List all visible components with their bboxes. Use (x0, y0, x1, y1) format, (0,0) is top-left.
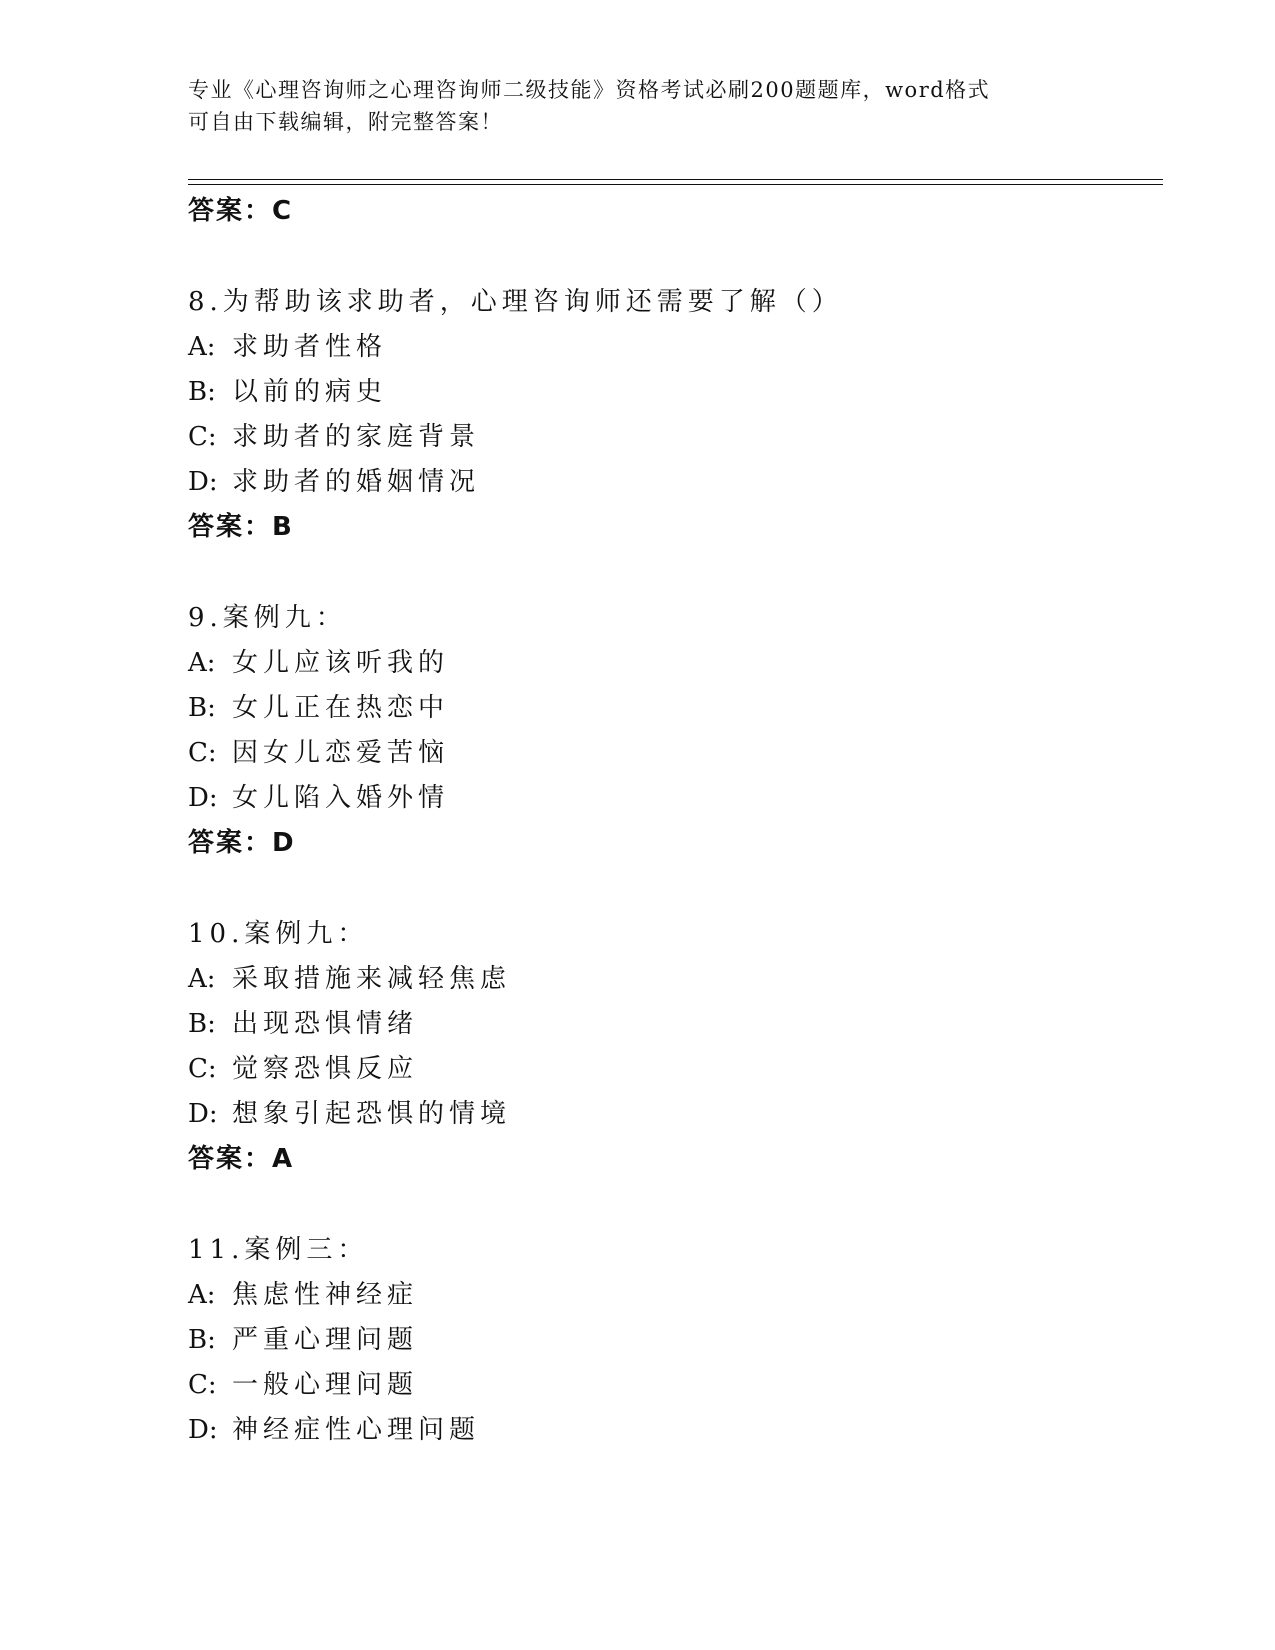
option-letter: C: (188, 1370, 217, 1400)
question-11-option-d (188, 1414, 480, 1446)
question-9-option-c (188, 737, 449, 769)
option-text: 觉察恐惧反应 (232, 1054, 419, 1084)
option-text: 神经症性心理问题 (232, 1415, 481, 1445)
question-9-option-d (188, 782, 449, 814)
question-11-option-b (188, 1324, 418, 1356)
option-text: 女儿正在热恋中 (232, 693, 450, 723)
option-text: 出现恐惧情绪 (232, 1009, 419, 1039)
option-text: 求助者的婚姻情况 (232, 467, 481, 497)
question-9-option-b (188, 692, 449, 724)
question-8-stem: 8.为帮助该求助者，心理咨询师还需要了解（） (188, 287, 843, 317)
header-line-1: 专业《心理咨询师之心理咨询师二级技能》资格考试必刷200题题库，word格式 (188, 78, 991, 102)
option-letter: B: (188, 377, 216, 407)
option-letter: B: (188, 1009, 216, 1039)
question-10-option-b (188, 1008, 418, 1040)
question-10-answer: 答案：A (188, 1144, 295, 1174)
header-rule-bottom (188, 184, 1163, 185)
question-9-option-a (188, 647, 449, 679)
header-rule-top (188, 179, 1163, 180)
option-letter: D: (188, 467, 218, 497)
option-text: 严重心理问题 (232, 1325, 419, 1355)
option-text: 女儿陷入婚外情 (232, 783, 450, 813)
option-text: 求助者性格 (232, 332, 388, 362)
option-text: 想象引起恐惧的情境 (232, 1099, 512, 1129)
option-letter: C: (188, 422, 217, 452)
question-11-option-a (188, 1279, 418, 1311)
question-11-stem: 11.案例三： (188, 1235, 369, 1265)
option-letter: D: (188, 1099, 218, 1129)
header-line-2: 可自由下载编辑，附完整答案！ (188, 110, 503, 134)
option-letter: C: (188, 738, 217, 768)
option-text: 一般心理问题 (232, 1370, 419, 1400)
question-8-option-c (188, 421, 480, 453)
option-text: 求助者的家庭背景 (232, 422, 481, 452)
option-letter: D: (188, 1415, 218, 1445)
option-text: 采取措施来减轻焦虑 (232, 964, 512, 994)
question-10-option-c (188, 1053, 418, 1085)
previous-answer: 答案：C (188, 196, 294, 226)
option-letter: A: (188, 1280, 216, 1310)
option-letter: D: (188, 783, 218, 813)
option-text: 以前的病史 (232, 377, 388, 407)
option-text: 女儿应该听我的 (232, 648, 450, 678)
question-8-answer: 答案：B (188, 512, 294, 542)
option-text: 因女儿恋爱苦恼 (232, 738, 450, 768)
question-10-stem: 10.案例九： (188, 919, 369, 949)
question-8-option-a (188, 331, 387, 363)
question-9-answer: 答案：D (188, 828, 296, 858)
question-10-option-a (188, 963, 511, 995)
question-9-stem: 9.案例九： (188, 603, 347, 633)
option-text: 焦虑性神经症 (232, 1280, 419, 1310)
document-header (188, 74, 1088, 138)
option-letter: A: (188, 332, 216, 362)
option-letter: A: (188, 648, 216, 678)
question-10-option-d (188, 1098, 511, 1130)
option-letter: B: (188, 1325, 216, 1355)
option-letter: B: (188, 693, 216, 723)
question-8-option-b (188, 376, 387, 408)
option-letter: A: (188, 964, 216, 994)
option-letter: C: (188, 1054, 217, 1084)
question-11-option-c (188, 1369, 418, 1401)
question-8-option-d (188, 466, 480, 498)
